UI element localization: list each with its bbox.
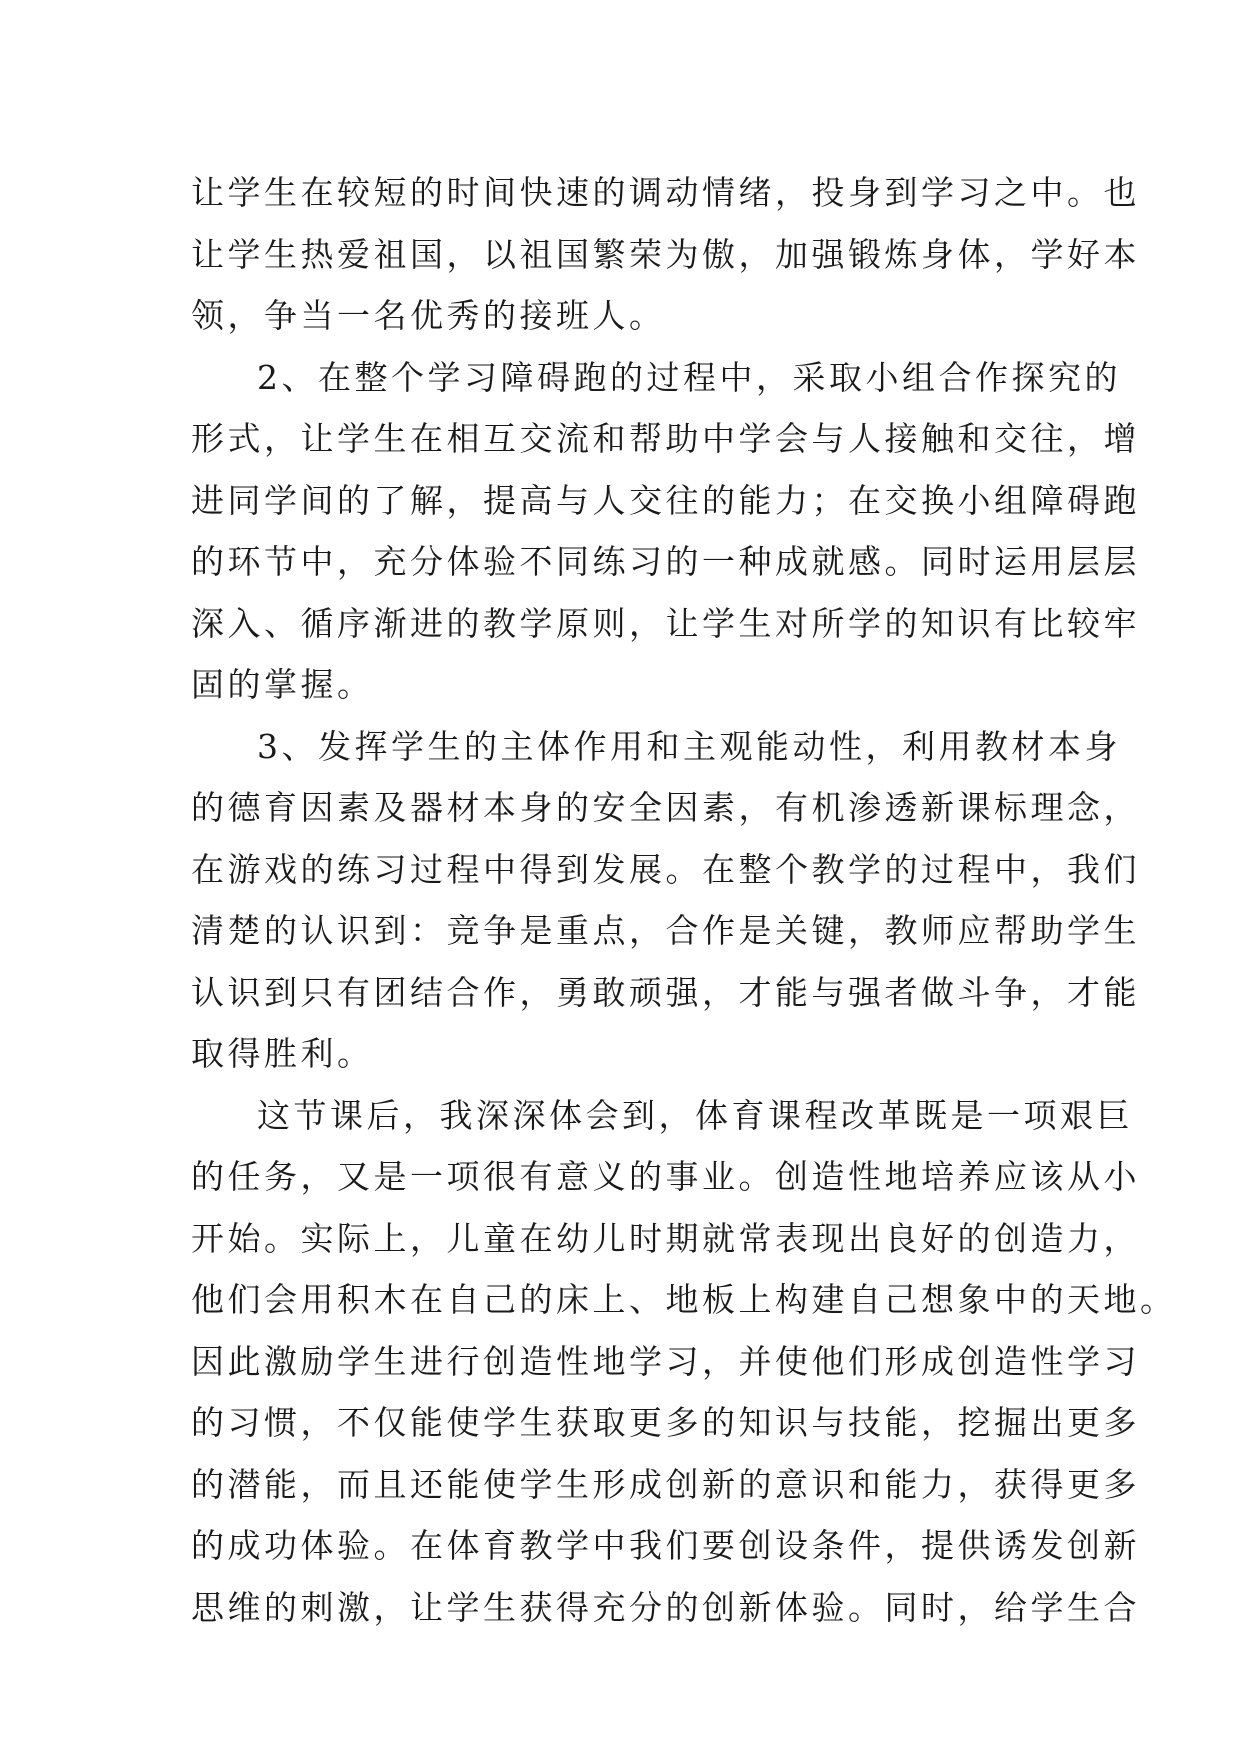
text-line: 开始。实际上，儿童在幼儿时期就常表现出良好的创造力， <box>191 1218 1140 1258</box>
text-line: 领，争当一名优秀的接班人。 <box>191 296 666 335</box>
text-line: 的潜能，而且还能使学生形成创新的意识和能力，获得更多 <box>191 1464 1140 1504</box>
text-line: 让学生热爱祖国，以祖国繁荣为傲，加强锻炼身体，学好本 <box>191 234 1140 274</box>
text-line: 让学生在较短的时间快速的调动情绪，投身到学习之中。也 <box>191 173 1140 212</box>
text-line: 在游戏的练习过程中得到发展。在整个教学的过程中，我们 <box>191 849 1140 889</box>
text-line: 因此激励学生进行创造性地学习，并使他们形成创造性学习 <box>191 1341 1140 1381</box>
text-line: 的习惯，不仅能使学生获取更多的知识与技能，挖掘出更多 <box>191 1403 1140 1442</box>
text-line: 思维的刺激，让学生获得充分的创新体验。同时，给学生合 <box>191 1587 1140 1627</box>
text-line: 2、在整个学习障碍跑的过程中，采取小组合作探究的 <box>257 357 1121 397</box>
text-line: 深入、循序渐进的教学原则，让学生对所学的知识有比较牢 <box>191 603 1140 643</box>
text-line: 认识到只有团结合作，勇敢顽强，才能与强者做斗争，才能 <box>191 972 1140 1012</box>
text-line: 的成功体验。在体育教学中我们要创设条件，提供诱发创新 <box>191 1526 1140 1565</box>
text-line: 他们会用积木在自己的床上、地板上构建自己想象中的天地。 <box>191 1280 1177 1319</box>
document-body <box>191 162 1177 1638</box>
text-line: 取得胜利。 <box>191 1034 374 1073</box>
text-line: 3、发挥学生的主体作用和主观能动性，利用教材本身 <box>257 726 1121 766</box>
text-line: 这节课后，我深深体会到，体育课程改革既是一项艰巨 <box>257 1095 1133 1135</box>
text-line: 清楚的认识到：竞争是重点，合作是关键，教师应帮助学生 <box>191 911 1140 950</box>
paragraph-2 <box>191 347 1140 716</box>
text-line: 进同学间的了解，提高与人交往的能力；在交换小组障碍跑 <box>191 480 1140 520</box>
text-line: 形式，让学生在相互交流和帮助中学会与人接触和交往，增 <box>191 419 1140 458</box>
text-line: 的德育因素及器材本身的安全因素，有机渗透新课标理念， <box>191 788 1140 827</box>
paragraph-3 <box>191 716 1140 1085</box>
text-line: 的任务，又是一项很有意义的事业。创造性地培养应该从小 <box>191 1157 1140 1196</box>
text-line: 固的掌握。 <box>191 665 374 704</box>
paragraph-4 <box>191 1085 1177 1639</box>
text-line: 的环节中，充分体验不同练习的一种成就感。同时运用层层 <box>191 542 1140 581</box>
paragraph-1 <box>191 162 1140 347</box>
